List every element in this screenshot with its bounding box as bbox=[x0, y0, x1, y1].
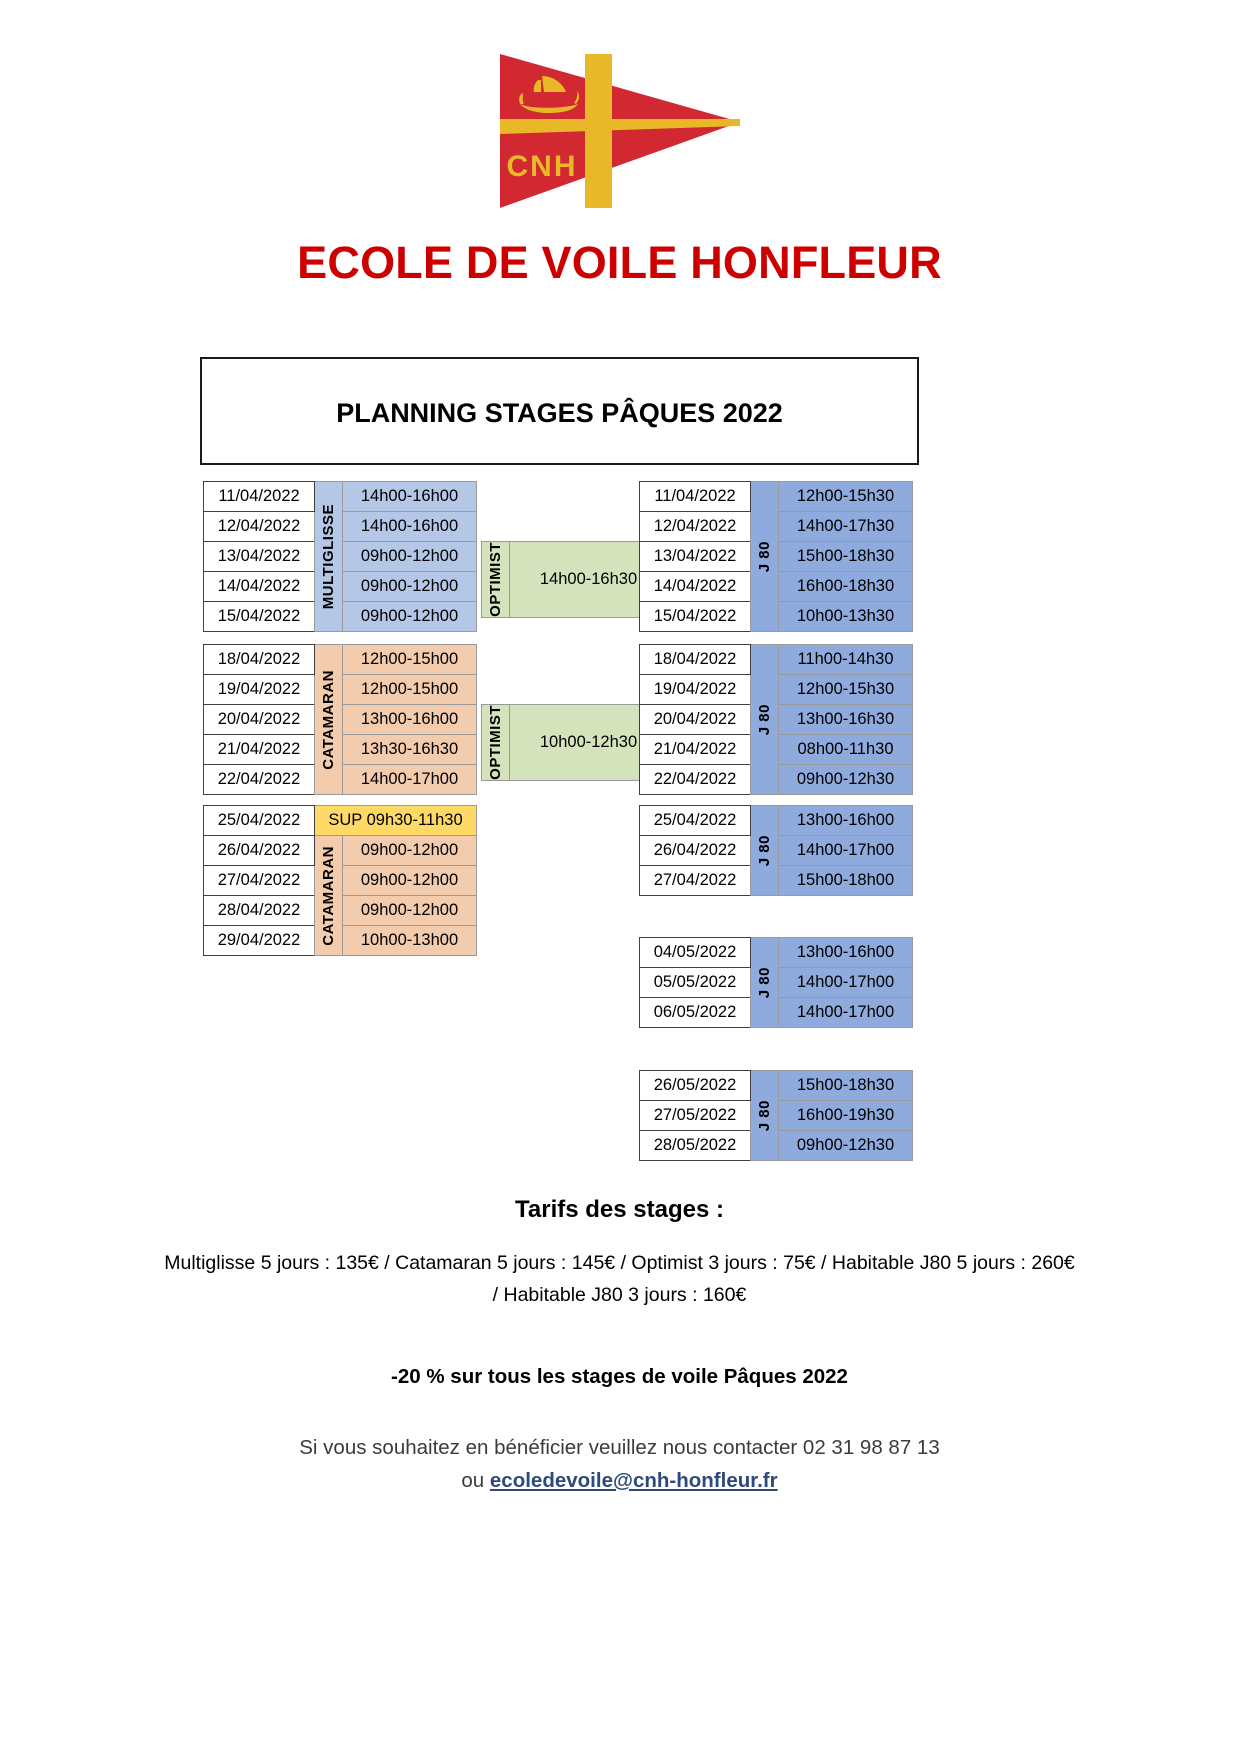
page-title: ECOLE DE VOILE HONFLEUR bbox=[297, 237, 942, 288]
time-cell: 13h30-16h30 bbox=[343, 735, 477, 765]
page-header bbox=[0, 0, 1239, 288]
date-cell: 14/04/2022 bbox=[640, 572, 751, 602]
time-cell: 10h00-12h30 bbox=[510, 705, 668, 781]
tarifs-line-2: / Habitable J80 3 jours : 160€ bbox=[492, 1283, 747, 1306]
time-cell: 09h00-12h30 bbox=[779, 765, 913, 795]
schedule-block-1-left bbox=[203, 481, 477, 632]
time-cell: 09h00-12h00 bbox=[343, 572, 477, 602]
schedule-block-2-right bbox=[639, 644, 913, 795]
date-cell: 21/04/2022 bbox=[640, 735, 751, 765]
date-cell: 22/04/2022 bbox=[204, 765, 315, 795]
table-row bbox=[204, 482, 477, 512]
time-cell: 09h00-12h00 bbox=[343, 602, 477, 632]
time-cell: 16h00-18h30 bbox=[779, 572, 913, 602]
time-cell: 09h00-12h00 bbox=[343, 542, 477, 572]
contact-info bbox=[0, 1432, 1239, 1498]
time-cell: 08h00-11h30 bbox=[779, 735, 913, 765]
time-cell: 16h00-19h30 bbox=[779, 1101, 913, 1131]
table-row bbox=[640, 645, 913, 675]
time-cell: 14h00-16h00 bbox=[343, 482, 477, 512]
promo-banner: -20 % sur tous les stages de voile Pâques 2022 bbox=[391, 1365, 848, 1388]
date-cell: 06/05/2022 bbox=[640, 998, 751, 1028]
schedule-block-2-left bbox=[203, 644, 477, 795]
time-cell: 15h00-18h00 bbox=[779, 866, 913, 896]
time-cell: 15h00-18h30 bbox=[779, 1071, 913, 1101]
contact-phone-line: Si vous souhaitez en bénéficier veuillez nous contacter 02 31 98 87 13 bbox=[299, 1436, 940, 1459]
date-cell: 15/04/2022 bbox=[640, 602, 751, 632]
table-row bbox=[640, 938, 913, 968]
date-cell: 11/04/2022 bbox=[640, 482, 751, 512]
tarifs-details bbox=[0, 1248, 1239, 1311]
time-cell: 14h00-16h30 bbox=[510, 542, 668, 618]
discipline-label-catamaran: CATAMARAN bbox=[315, 836, 343, 956]
date-cell: 27/05/2022 bbox=[640, 1101, 751, 1131]
date-cell: 12/04/2022 bbox=[204, 512, 315, 542]
date-cell: 26/04/2022 bbox=[640, 836, 751, 866]
date-cell: 29/04/2022 bbox=[204, 926, 315, 956]
date-cell: 15/04/2022 bbox=[204, 602, 315, 632]
date-cell: 18/04/2022 bbox=[204, 645, 315, 675]
time-cell: 13h00-16h30 bbox=[779, 705, 913, 735]
date-cell: 05/05/2022 bbox=[640, 968, 751, 998]
date-cell: 26/04/2022 bbox=[204, 836, 315, 866]
time-cell: 15h00-18h30 bbox=[779, 542, 913, 572]
date-cell: 19/04/2022 bbox=[204, 675, 315, 705]
schedule-block-3-left bbox=[203, 805, 477, 956]
contact-email-link[interactable]: ecoledevoile@cnh-honfleur.fr bbox=[489, 1468, 778, 1492]
date-cell: 28/05/2022 bbox=[640, 1131, 751, 1161]
planning-panel bbox=[200, 357, 919, 465]
time-cell: 12h00-15h30 bbox=[779, 675, 913, 705]
date-cell: 20/04/2022 bbox=[204, 705, 315, 735]
time-cell: 09h00-12h00 bbox=[343, 896, 477, 926]
time-cell: 10h00-13h30 bbox=[779, 602, 913, 632]
schedule-block-4-right bbox=[639, 937, 913, 1028]
discipline-label-j80: J 80 bbox=[751, 1071, 779, 1161]
discipline-label-j80: J 80 bbox=[751, 482, 779, 632]
date-cell: 21/04/2022 bbox=[204, 735, 315, 765]
date-cell: 20/04/2022 bbox=[640, 705, 751, 735]
date-cell: 13/04/2022 bbox=[640, 542, 751, 572]
date-cell: 22/04/2022 bbox=[640, 765, 751, 795]
date-cell: 13/04/2022 bbox=[204, 542, 315, 572]
cnh-burgee-pennant-logo bbox=[490, 46, 750, 216]
tarifs-heading: Tarifs des stages : bbox=[515, 1196, 724, 1223]
discipline-label-j80: J 80 bbox=[751, 645, 779, 795]
time-cell: 14h00-17h00 bbox=[343, 765, 477, 795]
time-cell: 11h00-14h30 bbox=[779, 645, 913, 675]
table-row bbox=[640, 1071, 913, 1101]
date-cell: 19/04/2022 bbox=[640, 675, 751, 705]
time-cell: 13h00-16h00 bbox=[779, 806, 913, 836]
time-cell: 12h00-15h00 bbox=[343, 675, 477, 705]
time-cell: 09h00-12h30 bbox=[779, 1131, 913, 1161]
discipline-label-optimist: OPTIMIST bbox=[482, 542, 510, 618]
table-row bbox=[640, 482, 913, 512]
planning-title: PLANNING STAGES PÂQUES 2022 bbox=[336, 398, 783, 428]
date-cell: 12/04/2022 bbox=[640, 512, 751, 542]
tarifs-line-1: Multiglisse 5 jours : 135€ / Catamaran 5 jours : 145€ / Optimist 3 jours : 75€ / Habitable J80 5 jours : 260€ bbox=[164, 1252, 1075, 1274]
date-cell: 14/04/2022 bbox=[204, 572, 315, 602]
contact-email-prefix: ou bbox=[461, 1468, 490, 1492]
time-cell: 14h00-17h00 bbox=[779, 836, 913, 866]
table-row bbox=[204, 806, 477, 836]
schedule-block-1-right bbox=[639, 481, 913, 632]
sup-time-cell: SUP 09h30-11h30 bbox=[315, 806, 477, 836]
time-cell: 14h00-17h00 bbox=[779, 968, 913, 998]
date-cell: 25/04/2022 bbox=[640, 806, 751, 836]
table-row bbox=[204, 836, 477, 866]
discipline-label-catamaran: CATAMARAN bbox=[315, 645, 343, 795]
table-row bbox=[640, 806, 913, 836]
time-cell: 09h00-12h00 bbox=[343, 866, 477, 896]
date-cell: 04/05/2022 bbox=[640, 938, 751, 968]
discipline-label-multiglisse: MULTIGLISSE bbox=[315, 482, 343, 632]
schedule-block-3-right bbox=[639, 805, 913, 896]
logo-text: CNH bbox=[506, 150, 577, 183]
time-cell: 14h00-16h00 bbox=[343, 512, 477, 542]
date-cell: 25/04/2022 bbox=[204, 806, 315, 836]
date-cell: 18/04/2022 bbox=[640, 645, 751, 675]
table-row bbox=[204, 645, 477, 675]
time-cell: 14h00-17h00 bbox=[779, 998, 913, 1028]
time-cell: 13h00-16h00 bbox=[343, 705, 477, 735]
date-cell: 26/05/2022 bbox=[640, 1071, 751, 1101]
discipline-label-optimist: OPTIMIST bbox=[482, 705, 510, 781]
time-cell: 13h00-16h00 bbox=[779, 938, 913, 968]
date-cell: 28/04/2022 bbox=[204, 896, 315, 926]
time-cell: 12h00-15h00 bbox=[343, 645, 477, 675]
schedule-block-5-right bbox=[639, 1070, 913, 1161]
date-cell: 11/04/2022 bbox=[204, 482, 315, 512]
date-cell: 27/04/2022 bbox=[640, 866, 751, 896]
contact-email-line bbox=[0, 1465, 1239, 1498]
discipline-label-j80: J 80 bbox=[751, 806, 779, 896]
discipline-label-j80: J 80 bbox=[751, 938, 779, 1028]
time-cell: 10h00-13h00 bbox=[343, 926, 477, 956]
time-cell: 09h00-12h00 bbox=[343, 836, 477, 866]
date-cell: 27/04/2022 bbox=[204, 866, 315, 896]
time-cell: 12h00-15h30 bbox=[779, 482, 913, 512]
time-cell: 14h00-17h30 bbox=[779, 512, 913, 542]
